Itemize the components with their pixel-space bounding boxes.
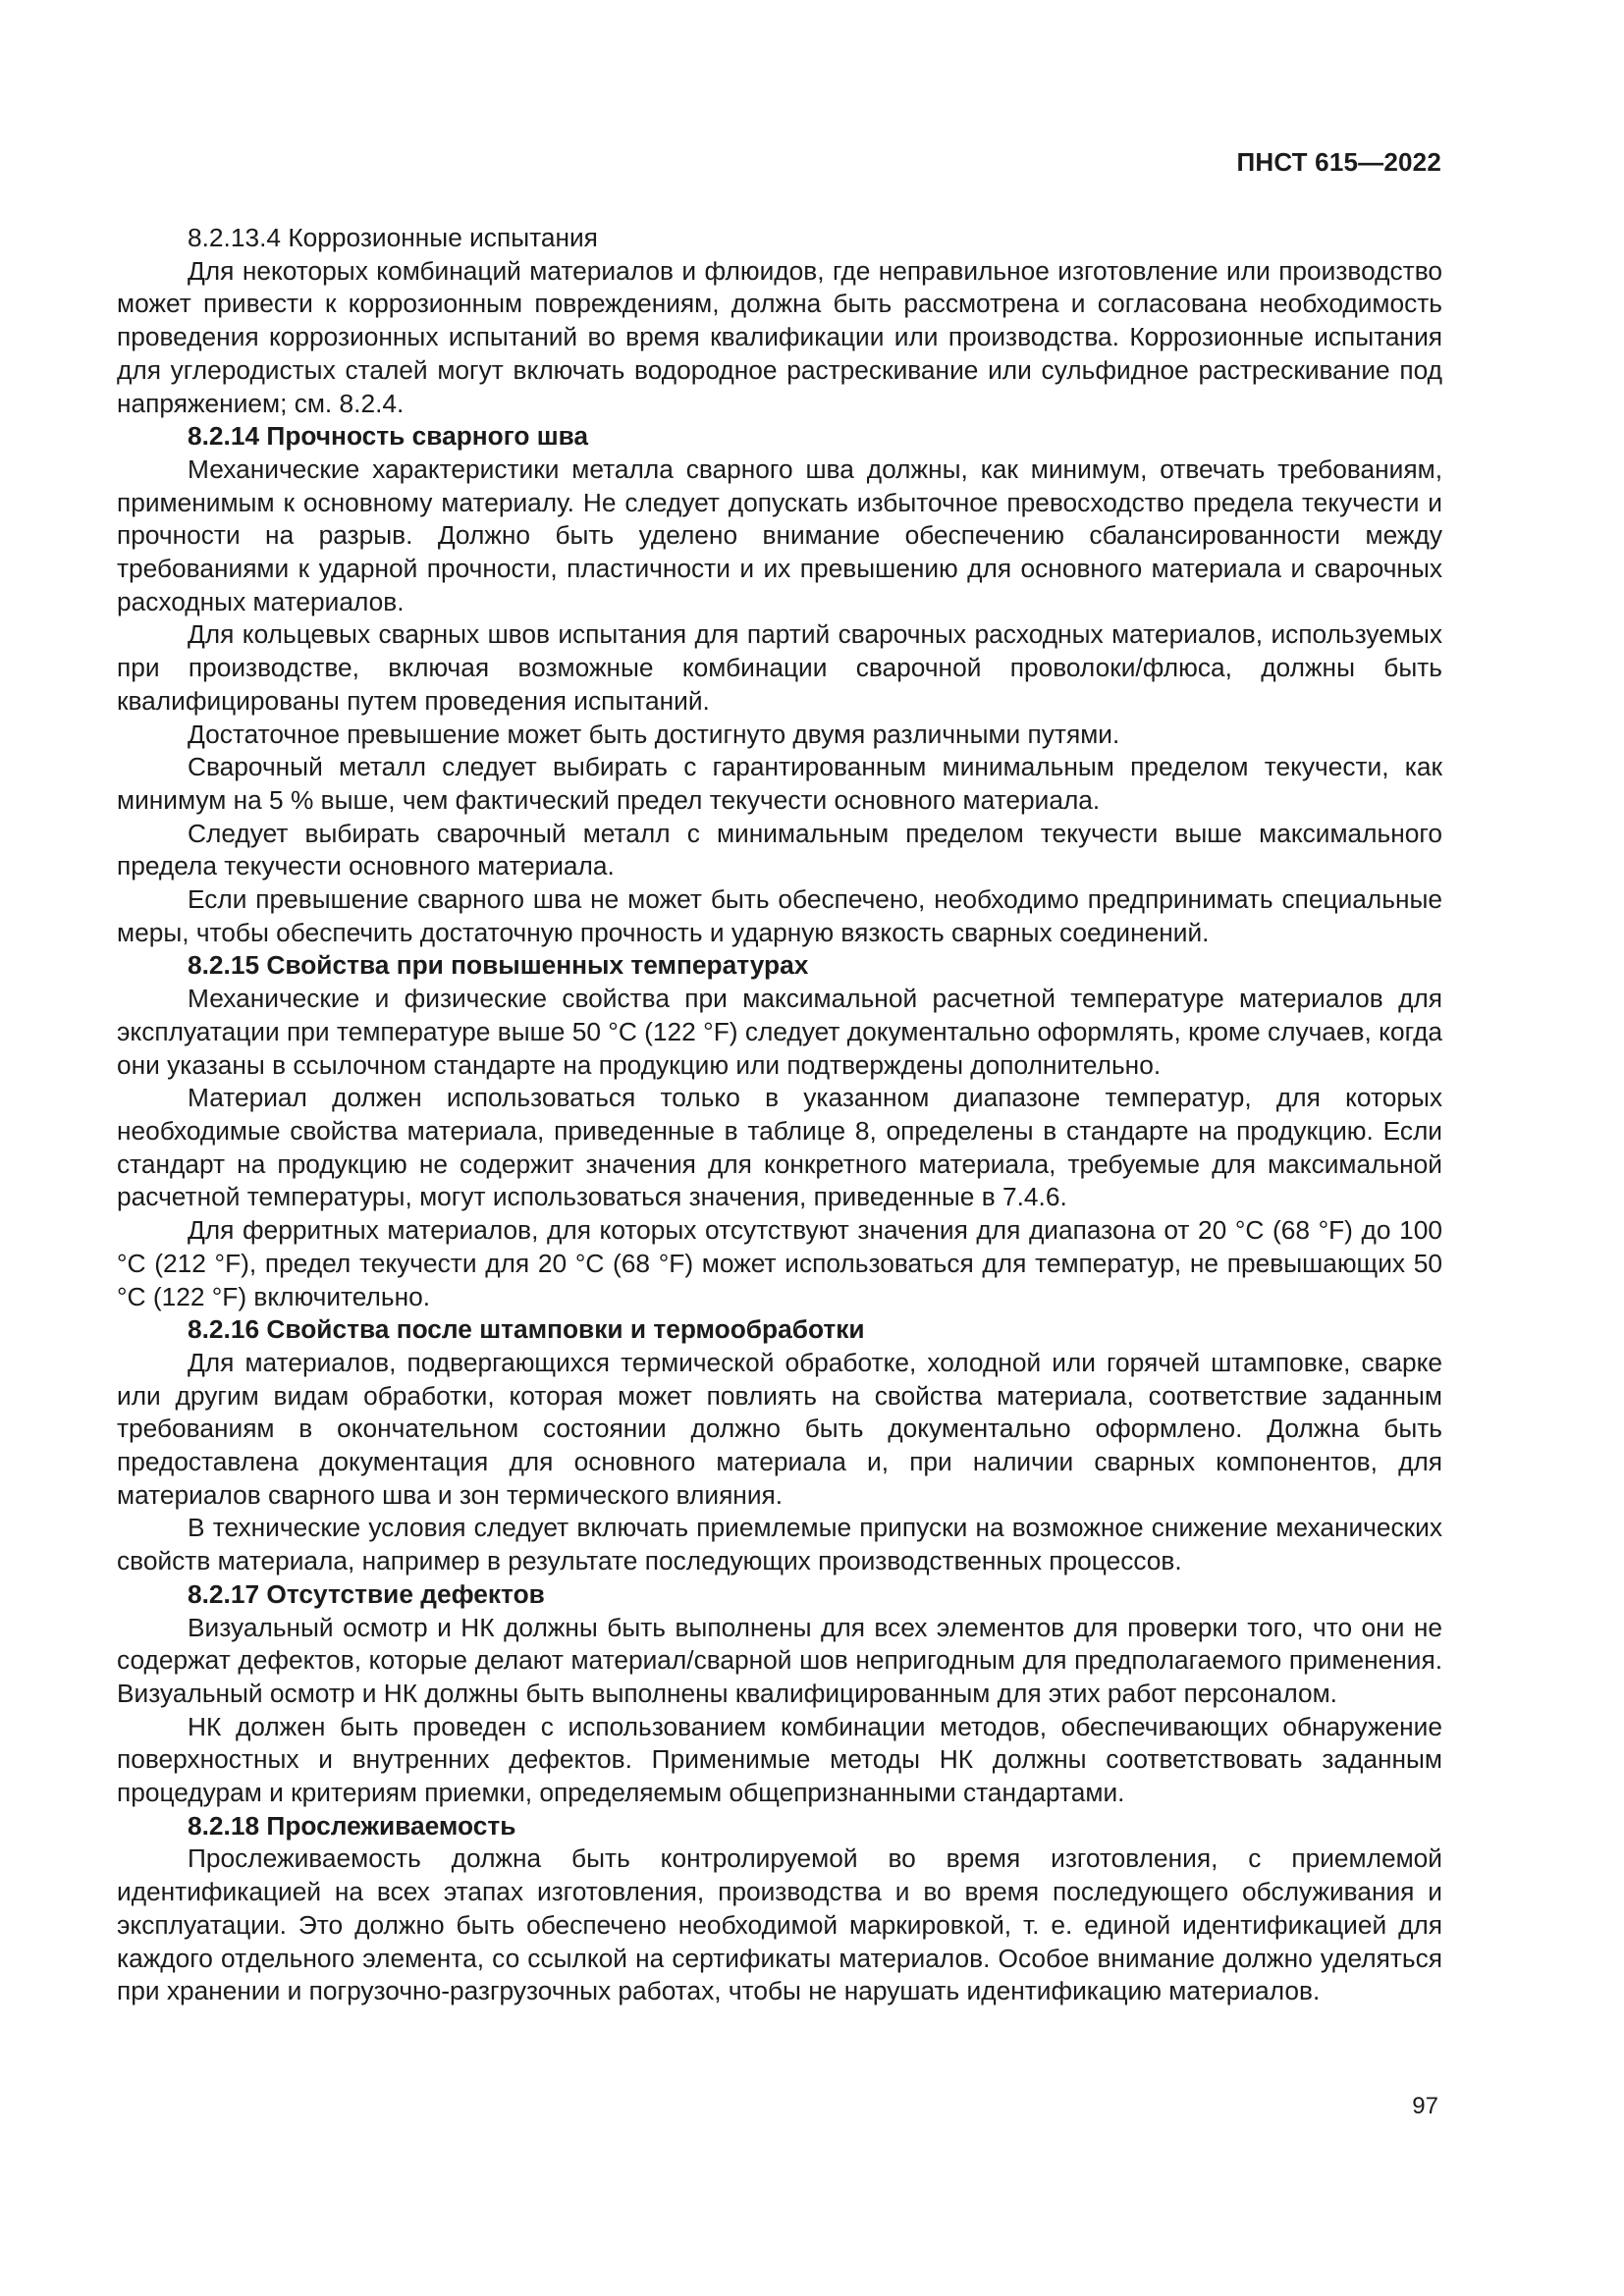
page-number: 97 xyxy=(1412,2093,1438,2119)
paragraph: НК должен быть проведен с использованием комбинации методов, обеспечивающих обнаружение поверхностных и внутренних дефектов. Применимые методы НК должны соответствовать заданным процедурам и критериям приемки, определяемым общепризнанными стандартами. xyxy=(117,1711,1442,1808)
paragraph: Механические и физические свойства при максимальной расчетной температуре материалов для эксплуатации при температуре выше 50 °C (122 °F) следует документально оформлять, кроме случаев, когда они указаны в ссылочном стандарте на продукцию или подтверждены дополнительно. xyxy=(117,984,1442,1080)
section-heading-8-2-17: 8.2.17 Отсутствие дефектов xyxy=(188,1578,545,1609)
paragraph: Следует выбирать сварочный металл с минимальным пределом текучести выше максимального предела текучести основного материала. xyxy=(117,818,1442,881)
paragraph: Для ферритных материалов, для которых отсутствуют значения для диапазона от 20 °C (68 °F) до 100 °C (212 °F), предел текучести для 20 °C (68 °F) может использоваться для температур, не превышающих 50 °C (122 °F) включительно. xyxy=(117,1215,1442,1311)
paragraph: Для материалов, подвергающихся термической обработке, холодной или горячей штамповке, сварке или другим видам обработки, которая может повлиять на свойства материала, соответствие заданным требованиям в окончательном состоянии должно быть документально оформлено. Должна быть предоставлена документация для основного материала и, при наличии сварных компонентов, для материалов сварного шва и зон термического влияния. xyxy=(117,1347,1442,1510)
paragraph: Механические характеристики металла сварного шва должны, как минимум, отвечать требованиям, применимым к основному материалу. Не следует допускать избыточное превосходство предела текучести и прочности на разрыв. Должно быть уделено внимание обеспечению сбалансированности между требованиями к ударной прочности, пластичности и их превышению для основного материала и сварочных расходных материалов. xyxy=(117,454,1442,616)
paragraph: Прослеживаемость должна быть контролируемой во время изготовления, с приемлемой идентификацией на всех этапах изготовления, производства и во время последующего обслуживания и эксплуатации. Это должно быть обеспечено необходимой маркировкой, т. е. единой идентификацией для каждого отдельного элемента, со ссылкой на сертификаты материалов. Особое внимание должно уделяться при хранении и погрузочно-разгрузочных работах, чтобы не нарушать идентификацию материалов. xyxy=(117,1843,1442,2006)
paragraph: Для некоторых комбинаций материалов и флюидов, где неправильное изготовление или производство может привести к коррозионным повреждениям, должна быть рассмотрена и согласована необходимость проведения коррозионных испытаний во время квалификации или производства. Коррозионные испытания для углеродистых сталей могут включать водородное растрескивание или сульфидное растрескивание под напряжением; см. 8.2.4. xyxy=(117,255,1442,418)
paragraph: В технические условия следует включать приемлемые припуски на возможное снижение механических свойств материала, например в результате последующих производственных процессов. xyxy=(117,1513,1442,1576)
section-heading-8-2-14: 8.2.14 Прочность сварного шва xyxy=(188,421,589,452)
paragraph: Визуальный осмотр и НК должны быть выполнены для всех элементов для проверки того, что они не содержат дефектов, которые делают материал/сварной шов непригодным для предполагаемого применения. Визуальный осмотр и НК должны быть выполнены квалифицированным для этих работ персоналом. xyxy=(117,1612,1442,1708)
section-heading-8-2-18: 8.2.18 Прослеживаемость xyxy=(188,1810,516,1841)
paragraph: Достаточное превышение может быть достигнуто двумя различными путями. xyxy=(188,719,1120,749)
section-heading-8-2-16: 8.2.16 Свойства после штамповки и термообработки xyxy=(188,1314,865,1345)
section-heading-8-2-15: 8.2.15 Свойства при повышенных температурах xyxy=(188,950,809,981)
paragraph: Если превышение сварного шва не может быть обеспечено, необходимо предпринимать специальные меры, чтобы обеспечить достаточную прочность и ударную вязкость сварных соединений. xyxy=(117,884,1442,947)
document-code: ПНСТ 615—2022 xyxy=(1236,147,1441,177)
paragraph: Для кольцевых сварных швов испытания для партий сварочных расходных материалов, используемых при производстве, включая возможные комбинации сварочной проволоки/флюса, должны быть квалифицированы путем проведения испытаний. xyxy=(117,619,1442,716)
subsection-heading-8-2-13-4: 8.2.13.4 Коррозионные испытания xyxy=(188,223,598,252)
paragraph: Сварочный металл следует выбирать с гарантированным минимальным пределом текучести, как минимум на 5 % выше, чем фактический предел текучести основного материала. xyxy=(117,752,1442,815)
paragraph: Материал должен использоваться только в указанном диапазоне температур, для которых необходимые свойства материала, приведенные в таблице 8, определены в стандарте на продукцию. Если стандарт на продукцию не содержит значения для конкретного материала, требуемые для максимальной расчетной температуры, могут использоваться значения, приведенные в 7.4.6. xyxy=(117,1083,1442,1212)
body-text xyxy=(117,222,1442,2008)
